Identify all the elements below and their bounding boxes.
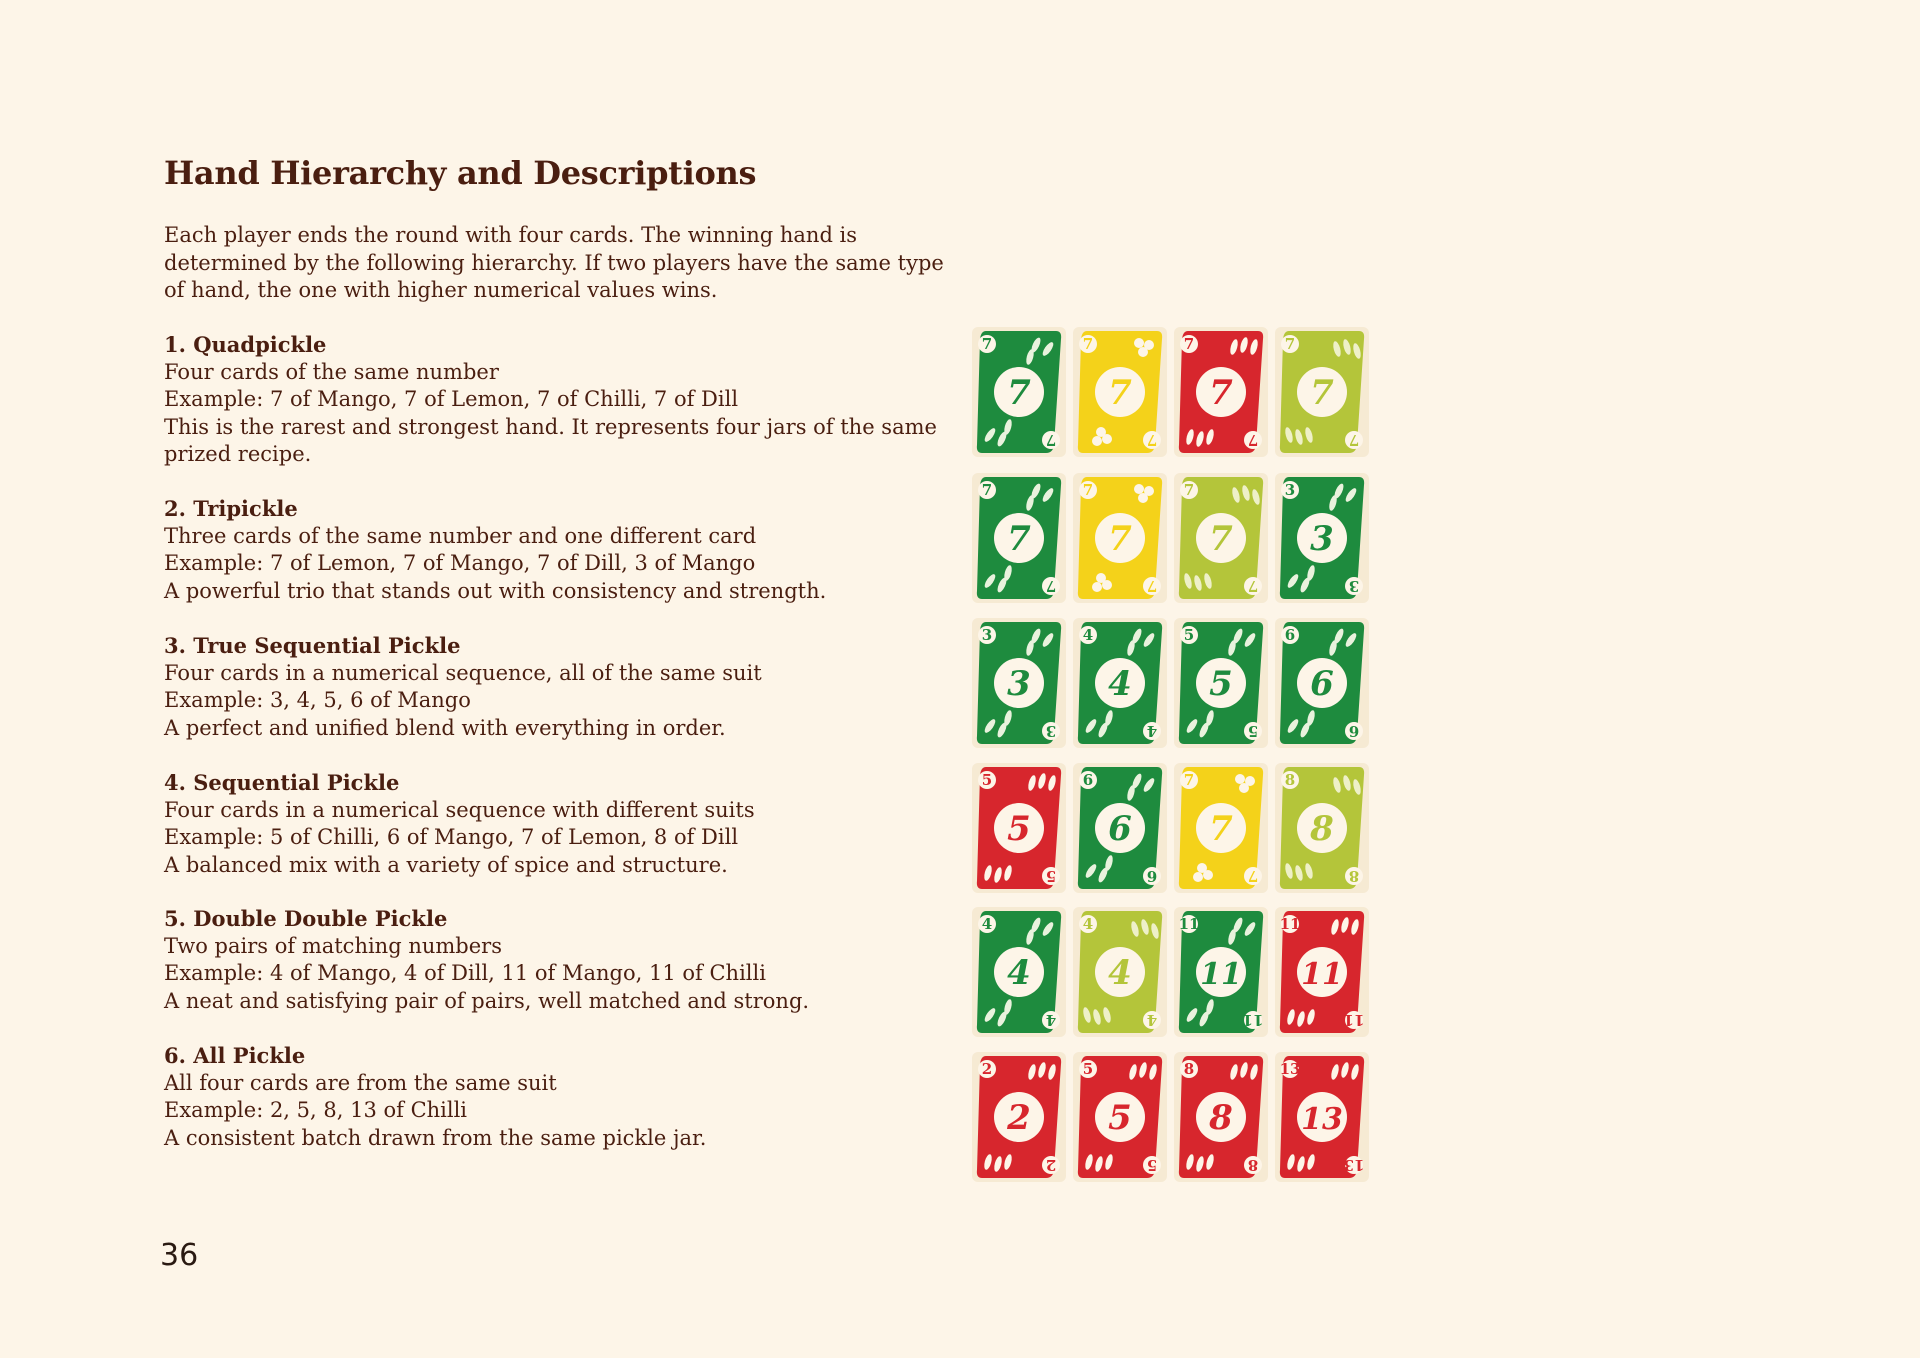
hand-example: Example: 7 of Mango, 7 of Lemon, 7 of Chilli, 7 of Dill: [164, 387, 739, 411]
hand-title: 5. Double Double Pickle: [164, 906, 448, 931]
page-title: Hand Hierarchy and Descriptions: [164, 154, 757, 192]
card-number: 7: [1209, 373, 1233, 413]
hand-example: Example: 4 of Mango, 4 of Dill, 11 of Mango, 11 of Chilli: [164, 961, 766, 985]
card-face: [972, 763, 1066, 893]
card-face: [1174, 1052, 1268, 1182]
card-number: 7: [1108, 519, 1132, 559]
playing-card-mango-7: [972, 327, 1066, 457]
card-corner-index: 6: [1348, 722, 1360, 740]
card-corner-index: 7: [1045, 431, 1057, 449]
playing-card-lemon-7: [1174, 763, 1268, 893]
card-corner-index: 7: [1247, 577, 1259, 595]
card-corner-index: 7: [1247, 867, 1259, 885]
playing-card-mango-6: [1275, 618, 1369, 748]
hand-title: 6. All Pickle: [164, 1043, 306, 1068]
hand-example: Example: 3, 4, 5, 6 of Mango: [164, 688, 471, 712]
card-face: [1073, 1052, 1167, 1182]
playing-card-dill-7: [1275, 327, 1369, 457]
card-corner-index: 5: [1247, 722, 1259, 740]
playing-card-lemon-7: [1073, 473, 1167, 603]
card-corner-index: 7: [1045, 577, 1057, 595]
hand-definition: Four cards in a numerical sequence with different suits: [164, 797, 755, 822]
card-face: [972, 1052, 1066, 1182]
hand-example: Example: 7 of Lemon, 7 of Mango, 7 of Dill, 3 of Mango: [164, 551, 756, 575]
playing-card-mango-11: [1174, 907, 1268, 1037]
intro-paragraph: Each player ends the round with four cards. The winning hand is determined by the following hierarchy. If two players have the same type of hand, the one with higher numerical values wins.: [164, 223, 944, 302]
hand-example: Example: 2, 5, 8, 13 of Chilli: [164, 1098, 468, 1122]
card-number: 11: [1301, 957, 1343, 992]
card-number: 4: [1108, 953, 1132, 993]
card-corner-index: 11: [1343, 1011, 1365, 1029]
card-corner-index: 8: [1183, 1060, 1195, 1078]
hand-description: A perfect and unified blend with everything in order.: [164, 715, 726, 740]
card-corner-index: 7: [1247, 431, 1259, 449]
card-corner-index: 7: [1183, 771, 1195, 789]
playing-card-dill-7: [1174, 473, 1268, 603]
playing-card-chilli-5: [1073, 1052, 1167, 1182]
card-face: [1174, 618, 1268, 748]
playing-card-mango-4: [972, 907, 1066, 1037]
card-face: [1073, 763, 1167, 893]
card-face: [1174, 327, 1268, 457]
card-corner-index: 8: [1284, 771, 1296, 789]
card-row-quadpickle: [972, 327, 1372, 457]
card-face: [1275, 327, 1369, 457]
card-corner-index: 4: [1082, 626, 1094, 644]
playing-card-chilli-7: [1174, 327, 1268, 457]
card-face: [972, 327, 1066, 457]
playing-card-chilli-8: [1174, 1052, 1268, 1182]
playing-card-dill-4: [1073, 907, 1167, 1037]
card-corner-index: 4: [981, 915, 993, 933]
hand-example: Example: 5 of Chilli, 6 of Mango, 7 of Lemon, 8 of Dill: [164, 825, 739, 849]
card-number: 8: [1209, 1098, 1233, 1138]
card-face: [1174, 473, 1268, 603]
hand-description: A powerful trio that stands out with consistency and strength.: [164, 578, 827, 603]
card-corner-index: 11: [1242, 1011, 1264, 1029]
card-number: 5: [1007, 809, 1031, 849]
card-row-true-sequential: [972, 618, 1372, 748]
card-face: [1174, 907, 1268, 1037]
card-corner-index: 7: [981, 481, 993, 499]
card-face: [1275, 1052, 1369, 1182]
card-corner-index: 7: [1183, 335, 1195, 353]
hand-description: A consistent batch drawn from the same pickle jar.: [164, 1125, 707, 1150]
hand-section-all-pickle: [164, 1042, 964, 1152]
card-face: [1275, 907, 1369, 1037]
card-face: [972, 618, 1066, 748]
card-number: 2: [1007, 1098, 1031, 1138]
card-corner-index: 4: [1045, 1011, 1057, 1029]
hand-description: This is the rarest and strongest hand. It represents four jars of the same prized recipe.: [164, 414, 937, 466]
hand-title: 1. Quadpickle: [164, 332, 327, 357]
card-corner-index: 4: [1146, 722, 1158, 740]
card-face: [1073, 618, 1167, 748]
card-number: 6: [1108, 809, 1132, 849]
card-number: 7: [1310, 373, 1334, 413]
card-corner-index: 3: [1045, 722, 1057, 740]
card-corner-index: 6: [1146, 867, 1158, 885]
card-number: 13: [1301, 1102, 1343, 1137]
playing-card-mango-6: [1073, 763, 1167, 893]
card-number: 3: [1007, 664, 1031, 704]
playing-card-mango-5: [1174, 618, 1268, 748]
hand-definition: Four cards in a numerical sequence, all of the same suit: [164, 660, 762, 685]
card-face: [1275, 473, 1369, 603]
hand-section-double-double: [164, 905, 964, 1015]
card-corner-index: 4: [1146, 1011, 1158, 1029]
card-face: [1073, 907, 1167, 1037]
card-number: 3: [1310, 519, 1334, 559]
card-corner-index: 7: [1183, 481, 1195, 499]
card-corner-index: 7: [1082, 481, 1094, 499]
card-face: [1275, 618, 1369, 748]
card-corner-index: 11: [1178, 915, 1200, 933]
card-corner-index: 7: [1146, 577, 1158, 595]
hand-description: A neat and satisfying pair of pairs, well matched and strong.: [164, 988, 810, 1013]
card-corner-index: 4: [1082, 915, 1094, 933]
hand-title: 4. Sequential Pickle: [164, 770, 400, 795]
card-corner-index: 7: [981, 335, 993, 353]
hand-definition: Two pairs of matching numbers: [164, 933, 502, 958]
card-corner-index: 5: [1146, 1156, 1158, 1174]
hand-title: 2. Tripickle: [164, 496, 298, 521]
hand-description: A balanced mix with a variety of spice and structure.: [164, 852, 728, 877]
card-corner-index: 11: [1279, 915, 1301, 933]
card-corner-index: 3: [981, 626, 993, 644]
hand-section-true-sequential: [164, 632, 964, 742]
card-row-double-double: [972, 907, 1372, 1037]
card-face: [1174, 763, 1268, 893]
card-corner-index: 2: [981, 1060, 993, 1078]
card-face: [972, 907, 1066, 1037]
card-corner-index: 13: [1343, 1156, 1365, 1174]
card-face: [972, 473, 1066, 603]
playing-card-lemon-7: [1073, 327, 1167, 457]
card-number: 6: [1310, 664, 1334, 704]
card-corner-index: 5: [981, 771, 993, 789]
card-corner-index: 3: [1348, 577, 1360, 595]
playing-card-chilli-13: [1275, 1052, 1369, 1182]
playing-card-chilli-2: [972, 1052, 1066, 1182]
card-corner-index: 5: [1082, 1060, 1094, 1078]
playing-card-chilli-11: [1275, 907, 1369, 1037]
card-corner-index: 7: [1348, 431, 1360, 449]
card-number: 5: [1108, 1098, 1132, 1138]
card-number: 7: [1209, 519, 1233, 559]
hand-section-sequential: [164, 769, 964, 879]
card-face: [1275, 763, 1369, 893]
hand-definition: Three cards of the same number and one different card: [164, 523, 757, 548]
card-row-tripickle: [972, 473, 1372, 603]
playing-card-chilli-5: [972, 763, 1066, 893]
card-corner-index: 5: [1183, 626, 1195, 644]
card-number: 8: [1310, 809, 1334, 849]
card-corner-index: 7: [1146, 431, 1158, 449]
card-number: 7: [1209, 809, 1233, 849]
card-number: 5: [1209, 664, 1233, 704]
card-corner-index: 13: [1279, 1060, 1301, 1078]
hand-definition: Four cards of the same number: [164, 359, 499, 384]
hand-definition: All four cards are from the same suit: [164, 1070, 557, 1095]
card-row-all-pickle: [972, 1052, 1372, 1182]
playing-card-mango-3: [972, 618, 1066, 748]
card-number: 7: [1007, 373, 1031, 413]
hand-section-tripickle: [164, 495, 964, 605]
card-corner-index: 8: [1348, 867, 1360, 885]
card-number: 11: [1200, 957, 1242, 992]
card-number: 4: [1007, 953, 1031, 993]
hand-section-quadpickle: [164, 331, 964, 469]
card-corner-index: 7: [1284, 335, 1296, 353]
card-corner-index: 8: [1247, 1156, 1259, 1174]
playing-card-mango-3: [1275, 473, 1369, 603]
card-number: 4: [1108, 664, 1132, 704]
card-corner-index: 6: [1284, 626, 1296, 644]
hand-title: 3. True Sequential Pickle: [164, 633, 461, 658]
card-face: [1073, 473, 1167, 603]
playing-card-mango-4: [1073, 618, 1167, 748]
card-corner-index: 7: [1082, 335, 1094, 353]
card-number: 7: [1007, 519, 1031, 559]
card-row-sequential: [972, 763, 1372, 893]
card-corner-index: 5: [1045, 867, 1057, 885]
card-number: 7: [1108, 373, 1132, 413]
playing-card-mango-7: [972, 473, 1066, 603]
card-corner-index: 6: [1082, 771, 1094, 789]
card-corner-index: 3: [1284, 481, 1296, 499]
playing-card-dill-8: [1275, 763, 1369, 893]
page-number: 36: [160, 1238, 199, 1273]
card-face: [1073, 327, 1167, 457]
card-corner-index: 2: [1045, 1156, 1057, 1174]
